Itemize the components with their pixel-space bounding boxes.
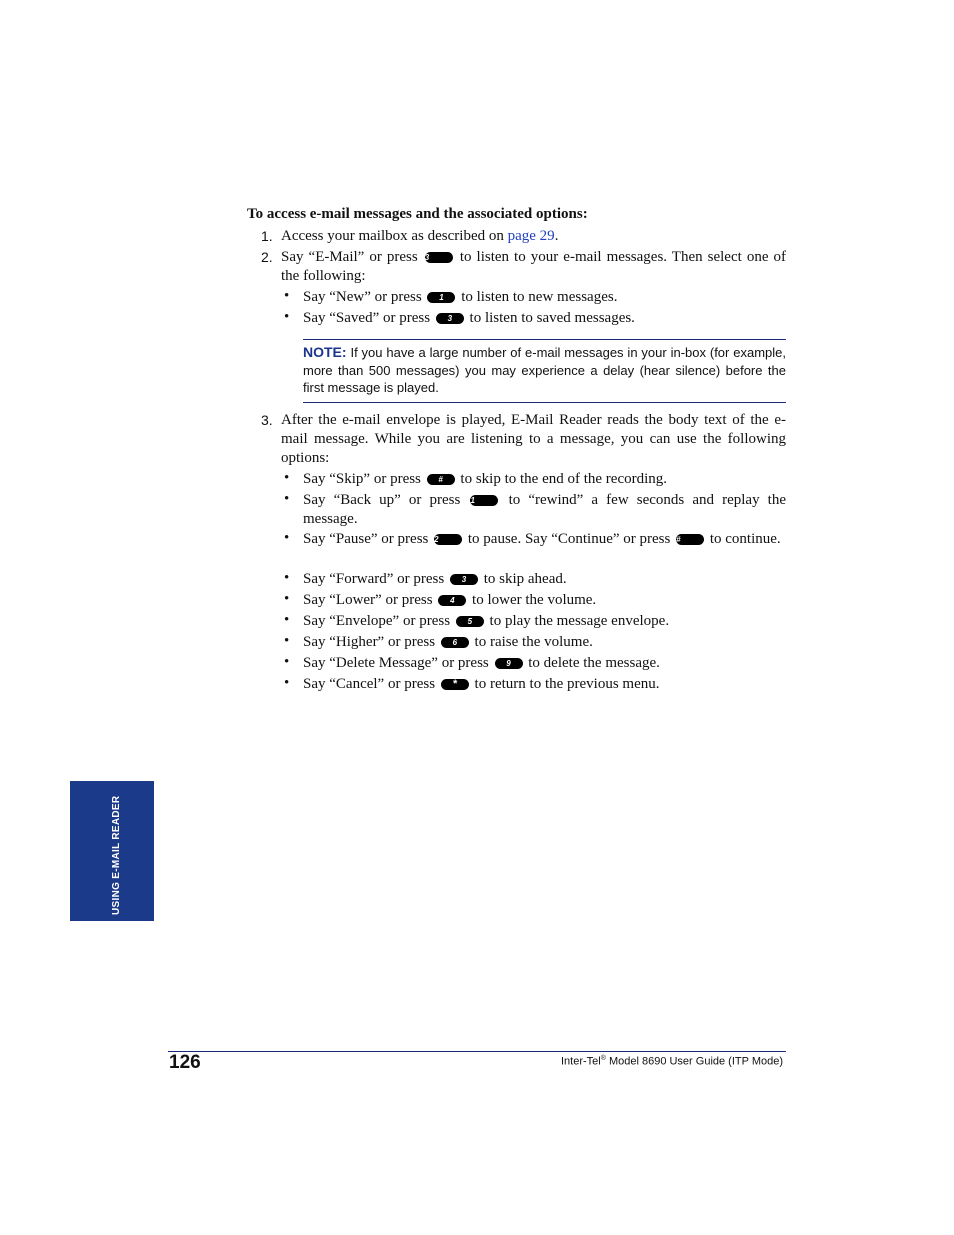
item-post: to delete the message. [528, 655, 660, 671]
keypad-1-icon: 1 [427, 292, 455, 303]
list-item [303, 591, 596, 610]
step-2-text [281, 248, 786, 286]
item-pre: Say “Delete Message” or press [303, 655, 489, 671]
keypad-pound-icon: # [676, 534, 704, 545]
item-pre: Say “Skip” or press [303, 471, 421, 487]
step-2-pre: Say “E-Mail” or press [281, 249, 418, 265]
bullet-glyph: • [284, 288, 290, 304]
item-pre: Say “Cancel” or press [303, 676, 436, 692]
item-post: to skip ahead. [483, 571, 567, 587]
item-post: to raise the volume. [474, 634, 593, 650]
keypad-1-icon: 1 [470, 495, 498, 506]
footer-divider [168, 1051, 786, 1052]
list-item [303, 288, 617, 307]
bullet-glyph: • [284, 675, 290, 691]
keypad-4-icon: 4 [438, 595, 466, 606]
footer-brand: Inter-Tel [560, 1055, 601, 1068]
bullet-glyph: • [284, 470, 290, 486]
item-mid: to pause. Say “Continue” or press [467, 531, 671, 547]
bullet-glyph: • [284, 570, 290, 586]
note-label: NOTE: [303, 344, 347, 360]
registered-mark: ® [600, 1055, 606, 1062]
step-1-end: . [554, 228, 559, 244]
keypad-6-icon: 6 [441, 637, 469, 648]
note-text: If you have a large number of e-mail messages in your in-box (for example, more than 500 messages) you may experience a delay (hear silence) before the first message is played. [303, 345, 786, 395]
step-number: 2. [261, 249, 273, 265]
list-item [303, 570, 567, 589]
step-2-post: to listen to your e-mail messages. Then select one of the following: [281, 249, 787, 284]
item-post: to lower the volume. [472, 592, 597, 608]
page-number: 126 [169, 1052, 201, 1073]
keypad-star-icon: * [441, 679, 469, 690]
step-1-body: Access your mailbox as described on [281, 228, 508, 244]
item-pre: Say “Lower” or press [303, 592, 433, 608]
bullet-glyph: • [284, 612, 290, 628]
step-3-text: After the e-mail envelope is played, E-Mail Reader reads the body text of the e-mail message. While you are listening to a message, you can use the following options: [281, 412, 786, 466]
list-item [303, 309, 635, 328]
bullet-glyph: • [284, 530, 290, 546]
step-number: 1. [261, 228, 273, 244]
footer-guide-title: Model 8690 User Guide (ITP Mode) [605, 1055, 783, 1068]
item-pre: Say “New” or press [303, 289, 422, 305]
keypad-9-icon: 9 [495, 658, 523, 669]
item-post: to listen to new messages. [461, 289, 618, 305]
bullet-glyph: • [284, 491, 290, 507]
list-item [303, 530, 786, 549]
item-post: to “rewind” a few seconds and replay the message. [303, 492, 787, 527]
keypad-3-icon: 3 [436, 313, 464, 324]
item-post: to play the message envelope. [489, 613, 670, 629]
item-pre: Say “Forward” or press [303, 571, 445, 587]
list-item [303, 470, 667, 489]
note-box [303, 339, 786, 403]
list-item [303, 491, 786, 529]
keypad-3-icon: 3 [425, 252, 453, 263]
bullet-glyph: • [284, 633, 290, 649]
item-post: to skip to the end of the recording. [460, 471, 668, 487]
step-number: 3. [261, 412, 273, 428]
item-pre: Say “Saved” or press [303, 310, 431, 326]
item-post: to return to the previous menu. [474, 676, 660, 692]
item-post: to continue. [709, 531, 781, 547]
list-item [303, 633, 593, 652]
list-item [303, 675, 660, 694]
list-item [303, 654, 660, 673]
list-item [303, 612, 669, 631]
item-pre: Say “Back up” or press [303, 492, 461, 508]
bullet-glyph: • [284, 654, 290, 670]
item-pre: Say “Pause” or press [303, 531, 429, 547]
item-pre: Say “Envelope” or press [303, 613, 451, 629]
footer-title [561, 1055, 783, 1068]
bullet-glyph: • [284, 591, 290, 607]
keypad-2-icon: 2 [434, 534, 462, 545]
item-pre: Say “Higher” or press [303, 634, 436, 650]
section-heading: To access e-mail messages and the associated options: [247, 206, 588, 222]
page-29-link[interactable]: page 29 [507, 228, 555, 244]
keypad-3-icon: 3 [450, 574, 478, 585]
bullet-glyph: • [284, 309, 290, 325]
side-tab-label: USING E-MAIL READER [111, 795, 122, 915]
item-post: to listen to saved messages. [469, 310, 635, 326]
keypad-pound-icon: # [427, 474, 455, 485]
keypad-5-icon: 5 [456, 616, 484, 627]
step-1-text [281, 227, 558, 246]
